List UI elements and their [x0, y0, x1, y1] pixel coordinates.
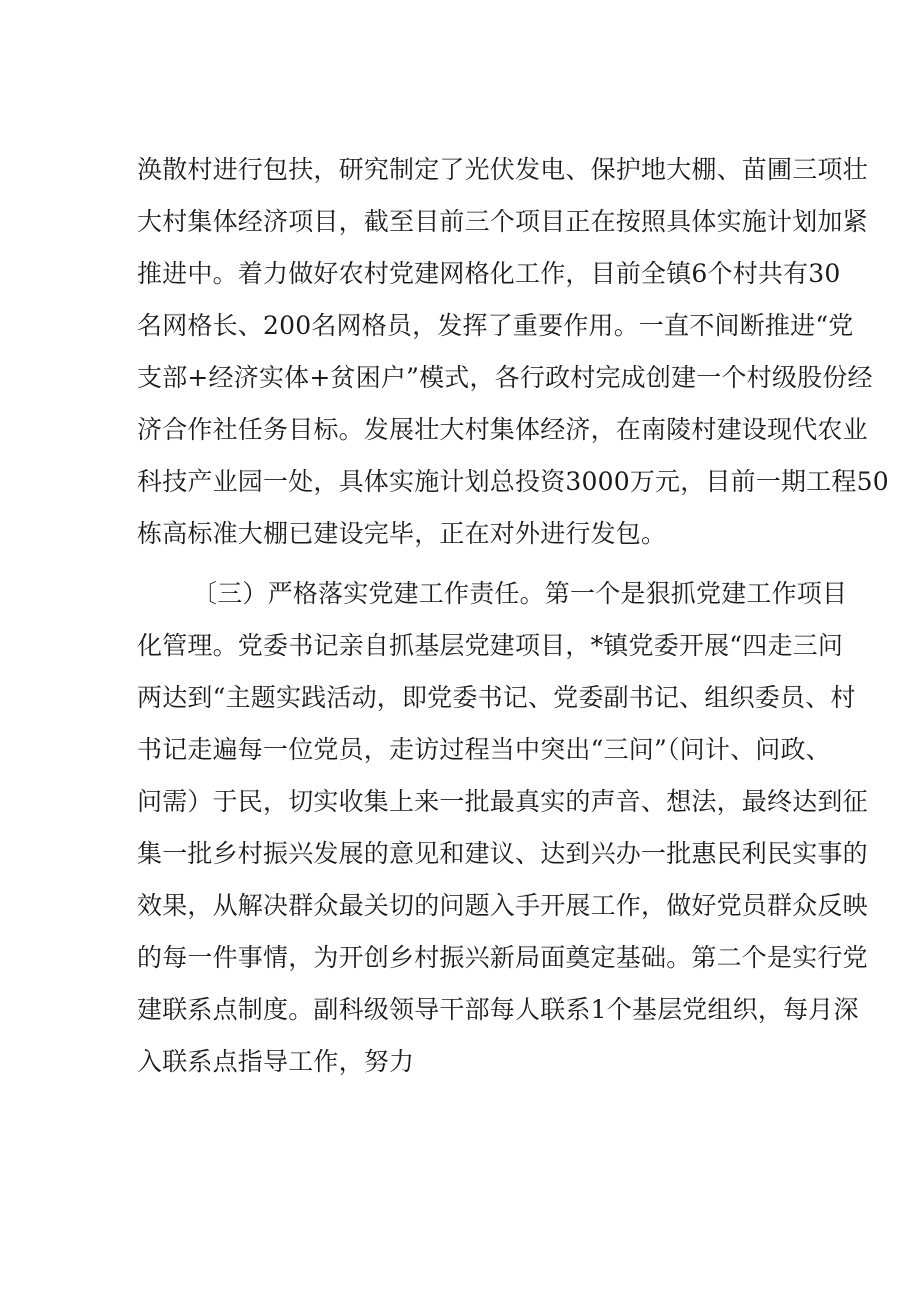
paragraph-2-line-8: 的每一件事情，为开创乡村振兴新局面奠定基础。第二个是实行党 — [137, 943, 868, 972]
paragraph-2-line-9: 建联系点制度。副科级领导干部每人联系1个基层党组织，每月深 — [137, 995, 859, 1024]
paragraph-1-line-3: 推进中。着力做好农村党建网格化工作，目前全镇6个村共有30 — [137, 259, 841, 288]
paragraph-2-line-6: 集一批乡村振兴发展的意见和建议、达到兴办一批惠民利民实事的 — [137, 839, 868, 868]
paragraph-1-line-7: 科技产业园一处，具体实施计划总投资3000万元，目前一期工程50 — [137, 467, 889, 496]
paragraph-2-line-1: 〔三）严格落实党建工作责任。第一个是狠抓党建工作项目 — [192, 579, 848, 608]
paragraph-2-line-3: 两达到“主题实践活动，即党委书记、党委副书记、组织委员、村 — [137, 683, 856, 712]
paragraph-2-line-2: 化管理。党委书记亲自抓基层党建项目，*镇党委开展“四走三问 — [137, 631, 844, 660]
paragraph-1-line-1: 涣散村进行包扶，研究制定了光伏发电、保护地大棚、苗圃三项壮 — [137, 155, 868, 184]
paragraph-1-line-6: 济合作社任务目标。发展壮大村集体经济，在南陵村建设现代农业 — [137, 415, 868, 444]
paragraph-1-line-4: 名网格长、200名网格员，发挥了重要作用。一直不间断推进“党 — [137, 311, 854, 340]
paragraph-2-line-7: 效果，从解决群众最关切的问题入手开展工作，做好党员群众反映 — [137, 891, 868, 920]
paragraph-1-line-8: 栋高标准大棚已建设完毕，正在对外进行发包。 — [137, 519, 667, 548]
paragraph-2-line-4: 书记走遍每一位党员，走访过程当中突出“三问”（问计、问政、 — [137, 735, 831, 764]
paragraph-1-line-5: 支部+经济实体+贫困户”模式，各行政村完成创建一个村级股份经 — [137, 363, 873, 392]
paragraph-1-line-2: 大村集体经济项目，截至目前三个项目正在按照具体实施计划加紧 — [137, 207, 868, 236]
paragraph-2-line-5: 问需）于民，切实收集上来一批最真实的声音、想法，最终达到征 — [137, 787, 868, 816]
paragraph-2-line-10: 入联系点指导工作，努力 — [137, 1047, 415, 1076]
